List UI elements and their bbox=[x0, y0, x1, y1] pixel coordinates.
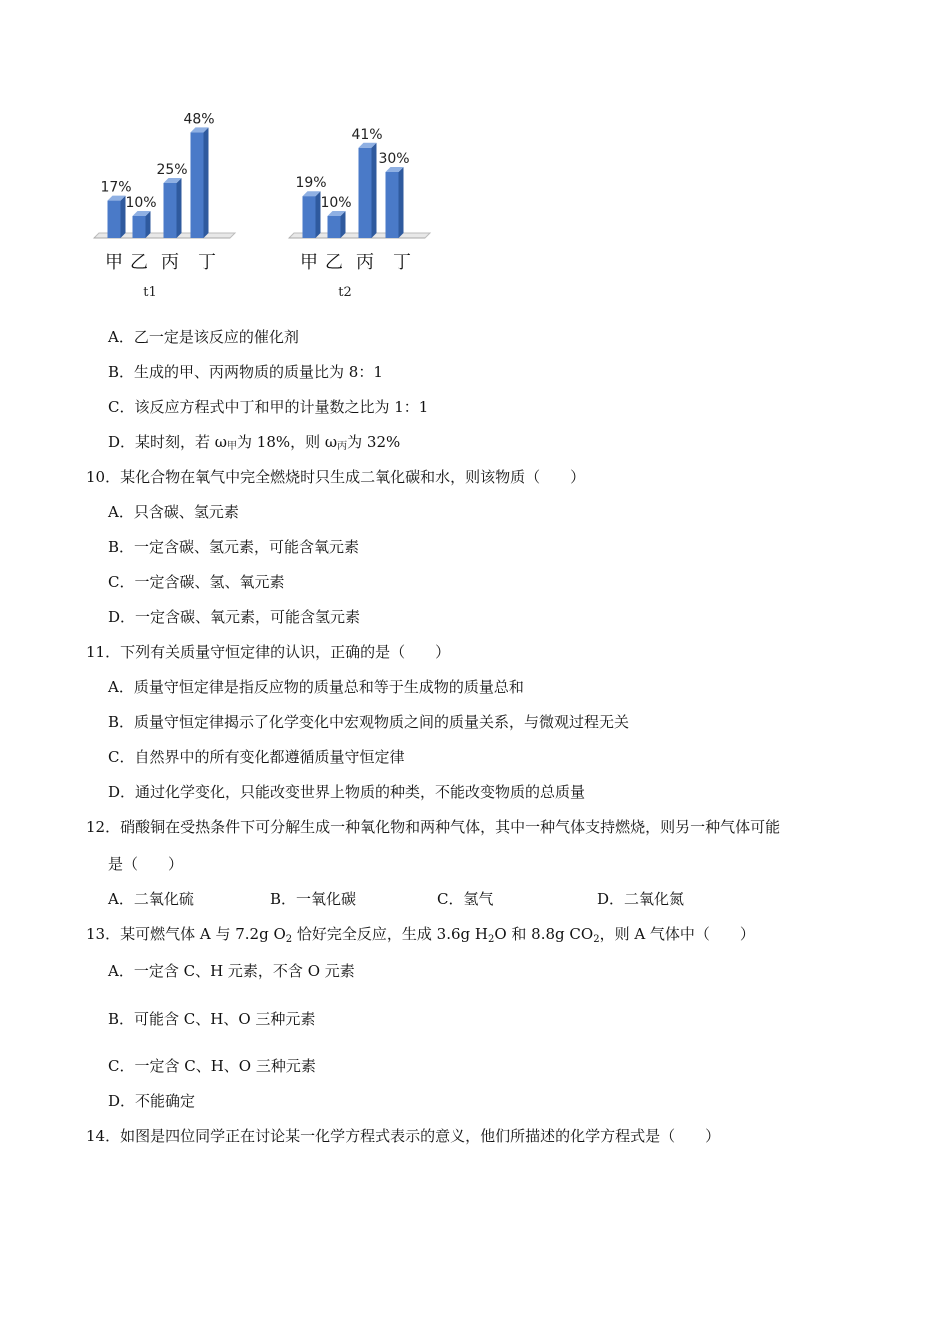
q9-option-d bbox=[108, 432, 400, 457]
chart2-value-label-3: 30% bbox=[378, 151, 410, 167]
q13-sub-o2: 2 bbox=[285, 934, 293, 945]
chart2-bar-1 bbox=[328, 216, 341, 238]
q13-stem bbox=[86, 924, 755, 950]
chart2-category-label-2: 丙 bbox=[356, 252, 374, 273]
chart1-category-label-1: 乙 bbox=[130, 252, 148, 273]
chart1-value-label-2: 25% bbox=[156, 162, 188, 178]
chart1-bar-0 bbox=[108, 201, 121, 238]
chart1-bar-3 bbox=[191, 132, 204, 238]
chart1-value-label-1: 10% bbox=[125, 195, 157, 211]
chart2-bar-3 bbox=[386, 172, 399, 238]
q13-option-b: B．可能含 C、H、O 三种元素 bbox=[108, 1010, 316, 1028]
q11-option-b: B．质量守恒定律揭示了化学变化中宏观物质之间的质量关系，与微观过程无关 bbox=[108, 713, 630, 731]
q12-option-b: B．一氧化碳 bbox=[270, 890, 357, 908]
q11-option-a: A．质量守恒定律是指反应物的质量总和等于生成物的质量总和 bbox=[108, 678, 524, 696]
chart1-xlabel: t1 bbox=[143, 285, 157, 300]
q10-option-a: A．只含碳、氢元素 bbox=[108, 503, 239, 521]
chart2-category-label-0: 甲 bbox=[300, 252, 318, 273]
q12-option-d: D．二氧化氮 bbox=[597, 890, 685, 908]
q13-stem-part1: 13．某可燃气体 A 与 7.2g O bbox=[86, 925, 286, 943]
q9-d-part1: D．某时刻，若 ω bbox=[108, 433, 228, 451]
q10-option-b: B．一定含碳、氢元素，可能含氧元素 bbox=[108, 538, 360, 556]
chart2-bar-0 bbox=[303, 196, 316, 238]
q12-stem-line1: 12．硝酸铜在受热条件下可分解生成一种氧化物和两种气体，其中一种气体支持燃烧，则另一种气体可能 bbox=[86, 818, 781, 836]
chart1-value-label-0: 17% bbox=[100, 179, 132, 196]
chart1-bar-side-2 bbox=[177, 178, 182, 238]
q9-option-a: A．乙一定是该反应的催化剂 bbox=[108, 328, 299, 346]
q13-stem-part3: O 和 8.8g CO bbox=[494, 925, 594, 943]
chart1-category-label-3: 丁 bbox=[198, 252, 216, 273]
q13-stem-part4: ，则 A 气体中（ ） bbox=[599, 925, 755, 943]
chart1-category-label-0: 甲 bbox=[105, 252, 123, 273]
q12-option-a: A．二氧化硫 bbox=[108, 890, 194, 908]
q12-stem-line2: 是（ ） bbox=[108, 855, 184, 873]
q13-sub-h2o: 2 bbox=[487, 934, 495, 945]
q13-sub-co2: 2 bbox=[593, 934, 600, 945]
q13-option-c: C．一定含 C、H、O 三种元素 bbox=[108, 1057, 316, 1075]
chart2-value-label-2: 41% bbox=[351, 126, 383, 143]
q12-options-row bbox=[0, 889, 950, 909]
q11-option-c: C．自然界中的所有变化都遵循质量守恒定律 bbox=[108, 748, 405, 766]
chart-t2 bbox=[275, 108, 455, 298]
chart2-bar-side-3 bbox=[399, 167, 404, 238]
q10-option-d: D．一定含碳、氧元素，可能含氢元素 bbox=[108, 608, 361, 626]
q14-stem: 14．如图是四位同学正在讨论某一化学方程式表示的意义，他们所描述的化学方程式是（ ） bbox=[86, 1127, 721, 1145]
q10-option-c: C．一定含碳、氢、氧元素 bbox=[108, 573, 285, 591]
chart1-bar-1 bbox=[133, 216, 146, 238]
chart1-category-label-2: 丙 bbox=[161, 252, 179, 273]
bar-chart-t2 bbox=[275, 108, 455, 298]
q9-option-c: C．该反应方程式中丁和甲的计量数之比为 1：1 bbox=[108, 398, 429, 416]
q11-stem: 11．下列有关质量守恒定律的认识，正确的是（ ） bbox=[86, 643, 451, 661]
q9-option-b: B．生成的甲、丙两物质的质量比为 8：1 bbox=[108, 363, 383, 381]
q9-d-part2: 为 18%，则 ω bbox=[237, 433, 338, 451]
chart2-xlabel: t2 bbox=[338, 285, 352, 300]
chart2-value-label-1: 10% bbox=[320, 195, 352, 211]
q9-d-sub-bing: 丙 bbox=[337, 441, 348, 452]
chart1-bar-side-3 bbox=[204, 127, 209, 238]
chart2-bar-2 bbox=[359, 148, 372, 238]
q12-option-c: C．氢气 bbox=[437, 890, 494, 908]
chart2-category-label-3: 丁 bbox=[393, 252, 411, 273]
q11-option-d: D．通过化学变化，只能改变世界上物质的种类，不能改变物质的总质量 bbox=[108, 783, 586, 801]
q13-option-d: D．不能确定 bbox=[108, 1092, 196, 1110]
q13-stem-part2: 恰好完全反应，生成 3.6g H bbox=[292, 925, 488, 943]
chart2-value-label-0: 19% bbox=[295, 175, 327, 192]
chart1-value-label-3: 48% bbox=[183, 111, 215, 128]
chart-t1 bbox=[80, 108, 260, 298]
q9-d-sub-jia: 甲 bbox=[227, 441, 238, 452]
chart2-bar-side-2 bbox=[372, 143, 377, 238]
bar-chart-t1 bbox=[80, 108, 260, 298]
q9-d-part3: 为 32% bbox=[347, 433, 401, 451]
q13-option-a: A．一定含 C、H 元素，不含 O 元素 bbox=[108, 962, 355, 980]
chart2-category-label-1: 乙 bbox=[325, 252, 343, 273]
chart1-bar-2 bbox=[164, 183, 177, 238]
q10-stem: 10．某化合物在氧气中完全燃烧时只生成二氧化碳和水，则该物质（ ） bbox=[86, 468, 586, 486]
